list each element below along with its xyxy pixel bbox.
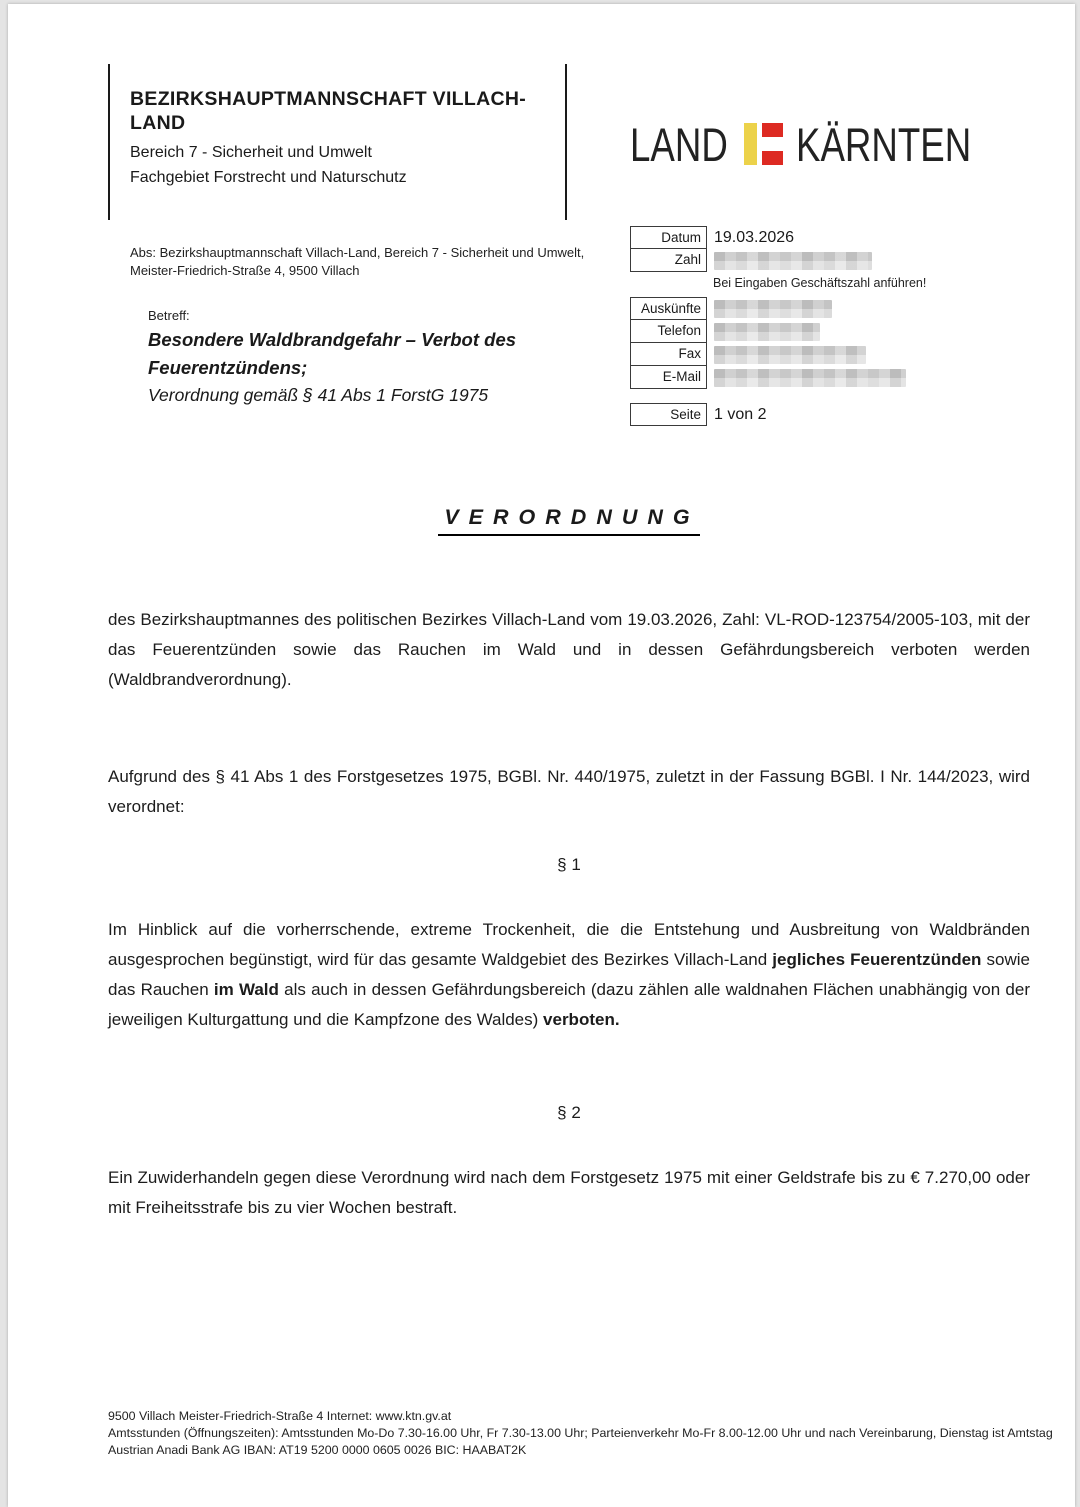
org-name: BEZIRKSHAUPTMANNSCHAFT VILLACH-LAND (130, 88, 527, 134)
meta-table-seite (630, 403, 766, 426)
telefon-value-redacted (707, 320, 820, 343)
footer-hours-line: Amtsstunden (Öffnungszeiten): Amtsstunden Mo-Do 7.30-16.00 Uhr, Fr 7.30-13.00 Uhr; Parteienverkehr Mo-Fr 8.00-12.00 Uhr und nach Vereinbarung, Dienstag ist Amtstag (108, 1425, 1053, 1440)
seite-label: Seite (630, 403, 707, 426)
datum-label: Datum (630, 226, 707, 249)
redaction-block (714, 252, 872, 270)
logo-word-land (630, 117, 733, 171)
subject-block (148, 308, 588, 408)
seite-value: 1 von 2 (714, 406, 767, 423)
org-department (130, 141, 540, 190)
paragraph-section-2: Ein Zuwiderhandeln gegen diese Verordnung wird nach dem Forstgesetz 1975 mit einer Geldstrafe bis zu € 7.270,00 oder mit Freiheitsstrafe bis zu vier Wochen bestraft. (108, 1168, 1030, 1217)
zahl-label: Zahl (630, 248, 707, 272)
flag-yellow-bar (744, 123, 757, 165)
meta-table-datum-zahl (630, 226, 872, 272)
telefon-label: Telefon (630, 319, 707, 343)
logo-word-kaernten-text: KÄRNTEN (796, 117, 972, 171)
redaction-block (714, 346, 866, 364)
header-rule-left (108, 64, 110, 220)
section-2-heading: § 2 (557, 1103, 581, 1122)
main-title: VERORDNUNG (438, 505, 699, 536)
footer-bank-line: Austrian Anadi Bank AG IBAN: AT19 5200 0000 0605 0026 BIC: HAABAT2K (108, 1442, 527, 1457)
meta-row-telefon (630, 320, 906, 343)
logo-word-land-text: LAND (630, 117, 728, 171)
main-title-wrap (108, 505, 1030, 536)
header-rule-right (565, 64, 567, 220)
kaernten-flag-icon (744, 123, 783, 165)
meta-row-auskuenfte (630, 297, 906, 320)
paragraph-preamble: des Bezirkshauptmannes des politischen Bezirkes Villach-Land vom 19.03.2026, Zahl: VL-ROD-123754/2005-103, mit der das Feuerentzünden sowie das Rauchen im Wald und in dessen Gefährdungsbereich verboten werden (Waldbrandverordnung). (108, 610, 1030, 689)
email-label: E-Mail (630, 365, 707, 389)
datum-value: 19.03.2026 (714, 229, 795, 246)
meta-table-contacts (630, 297, 906, 389)
meta-row-seite (630, 403, 766, 426)
footer-address-line: 9500 Villach Meister-Friedrich-Straße 4 Internet: www.ktn.gv.at (108, 1409, 452, 1423)
subject-subtitle: Verordnung gemäß § 41 Abs 1 ForstG 1975 (148, 385, 489, 405)
subject-label: Betreff: (148, 308, 190, 323)
auskuenfte-label: Auskünfte (630, 297, 707, 320)
redaction-block (714, 323, 820, 341)
flag-red-bottom (762, 151, 783, 165)
logo-word-kaernten (796, 117, 996, 171)
meta-row-datum (630, 226, 872, 249)
subject-title: Besondere Waldbrandgefahr – Verbot des Feuerentzündens; (148, 329, 517, 378)
meta-row-fax (630, 343, 906, 366)
geschaeftszahl-note: Bei Eingaben Geschäftszahl anführen! (713, 276, 927, 290)
org-department-line2: Fachgebiet Forstrecht und Naturschutz (130, 168, 407, 186)
sender-line: Abs: Bezirkshauptmannschaft Villach-Land, Bereich 7 - Sicherheit und Umwelt, Meister-Friedrich-Straße 4, 9500 Villach (130, 245, 585, 278)
land-kaernten-logo (630, 117, 996, 171)
redaction-block (714, 300, 832, 318)
meta-row-zahl (630, 249, 872, 272)
fax-value-redacted (707, 343, 866, 366)
paragraph-section-1: Im Hinblick auf die vorherrschende, extreme Trockenheit, die die Entstehung und Ausbreitung von Waldbränden ausgesprochen begünstigt, wird für das gesamte Waldgebiet des Bezirkes Villach-Land jegliches Feuerentzünden sowie das Rauchen im Wald als auch in dessen Gefährdungsbereich (dazu zählen alle waldnahen Flächen unabhängig von der jeweiligen Kulturgattung und die Kampfzone des Waldes) verboten. (108, 920, 1030, 1029)
auskuenfte-value-redacted (707, 297, 832, 320)
flag-red-top (762, 123, 783, 137)
org-department-line1: Bereich 7 - Sicherheit und Umwelt (130, 144, 372, 161)
letter-page (8, 4, 1075, 1507)
fax-label: Fax (630, 342, 707, 366)
redaction-block (714, 369, 906, 387)
email-value-redacted (707, 366, 906, 389)
zahl-value-redacted (707, 249, 872, 272)
meta-row-email (630, 366, 906, 389)
footer (108, 1408, 1053, 1458)
section-1-heading: § 1 (557, 855, 581, 874)
letterhead (130, 88, 540, 190)
paragraph-legal-basis: Aufgrund des § 41 Abs 1 des Forstgesetzes 1975, BGBl. Nr. 440/1975, zuletzt in der Fassung BGBl. I Nr. 144/2023, wird verordnet: (108, 767, 1030, 816)
